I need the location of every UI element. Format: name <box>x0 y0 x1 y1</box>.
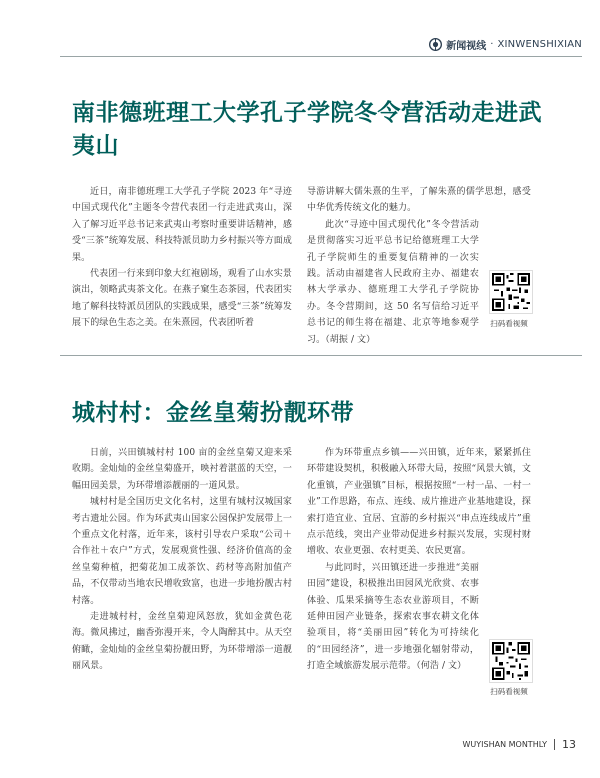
page-number: 13 <box>562 737 576 751</box>
qr-caption: 扫码看视频 <box>490 319 528 328</box>
article2-title: 城村村：金丝皇菊扮靓环带 <box>72 399 354 426</box>
article1-column-left <box>72 184 292 332</box>
header-divider <box>60 56 582 57</box>
article-divider <box>60 355 582 356</box>
footer-separator <box>554 739 555 750</box>
article2-paragraph: 日前，兴田镇城村村 100 亩的金丝皇菊又迎来采收期。金灿灿的金丝皇菊盛开，映衬着湛蓝的天空，一幅田园美景，为环带增添靓丽的一道风景。 <box>72 448 292 491</box>
section-name-en: XINWENSHIXIAN <box>497 38 582 50</box>
article2-paragraph: 城村村是全国历史文化名村，这里有城村汉城国家考古遗址公园。作为环武夷山国家公园保护发展带上一个重点文化村落，近年来，该村引导农户采取“公司＋合作社＋农户”方式，发展观赏性强、经济价值高的金丝皇菊种植，把菊花加工成茶饮、药材等高附加值产品，不仅带动当地农民增收致富，也进一步地扮靓古村村落。 <box>72 497 292 606</box>
qr-caption: 扫码看视频 <box>490 687 528 696</box>
section-header <box>429 36 582 52</box>
page-footer <box>463 737 576 751</box>
article1-paragraph: 近日，南非德班理工大学孔子学院 2023 年“寻迹中国式现代化”主题冬令营代表团一行走进武夷山，深入了解习近平总书记来武夷山考察时重要讲话精神，感受“三茶”统筹发展、科技特派员助力乡村振兴等方面成果。 <box>72 187 292 263</box>
article1-title: 南非德班理工大学孔子学院冬令营活动走进武夷山 <box>72 99 542 159</box>
qr-code-icon[interactable] <box>489 270 533 314</box>
article2-paragraph: 作为环带重点乡镇——兴田镇，近年来，紧紧抓住环带建设契机，积极融入环带大局，按照“风景大镇，文化重镇，产业强镇”目标，根据按照“一村一品、一村一业”工作思路，布点、连线、成片推进产业基地建设，探索打造宜业、宜居、宜游的乡村振兴“串点连线成片”重点示范线，突出产业带动促进乡村振兴发展，实现村财增收、农业更强、农村更美、农民更富。 <box>307 448 531 557</box>
article1-continuation: 导游讲解大儒朱熹的生平，了解朱熹的儒学思想，感受中华优秀传统文化的魅力。 <box>307 187 531 214</box>
qr-code-icon[interactable] <box>489 639 533 683</box>
article2-paragraph: 走进城村村，金丝皇菊迎风怒放，犹如金黄色花海。微风拂过，幽香弥漫开来，令人陶醉其中。从天空俯瞰，金灿灿的金丝皇菊扮靓田野，为环带增添一道靓丽风景。 <box>72 612 292 672</box>
article2-paragraph: 与此同时，兴田镇还进一步推进“美丽田园”建设，积极推出田园风光欣赏、农事体验、瓜果采摘等生态农业游项目，不断延伸田园产业链条，探索农事农耕文化体验项目，将“美丽田园”转化为可持续化的“田园经济”，进一步地强化辐射带动，打造全域旅游发展示范带。（何浩 / 文） <box>307 562 479 672</box>
section-separator: · <box>490 38 494 50</box>
article1-paragraph: 此次“寻迹中国式现代化”冬令营活动是贯彻落实习近平总书记给德班理工大学孔子学院师生的重要复信精神的一次实践。活动由福建省人民政府主办、福建农林大学承办、德班理工大学孔子学院协办。冬令营期间，这 50 名写信给习近平总书记的师生将在福建、北京等地参观学习。（胡振 / 文） <box>307 219 479 345</box>
magazine-name: WUYISHAN MONTHLY <box>462 739 547 749</box>
news-logo-icon <box>429 38 442 51</box>
article1-paragraph: 代表团一行来到印象大红袍剧场，观看了山水实景演出，领略武夷茶文化。在燕子窠生态茶园，代表团实地了解科技特派员团队的实践成果，感受“三茶”统筹发展下的绿色生态之美。在朱熹园，代表团听着 <box>72 269 292 329</box>
article2-column-left <box>72 445 292 675</box>
section-name-zh: 新闻视线 <box>446 40 487 52</box>
